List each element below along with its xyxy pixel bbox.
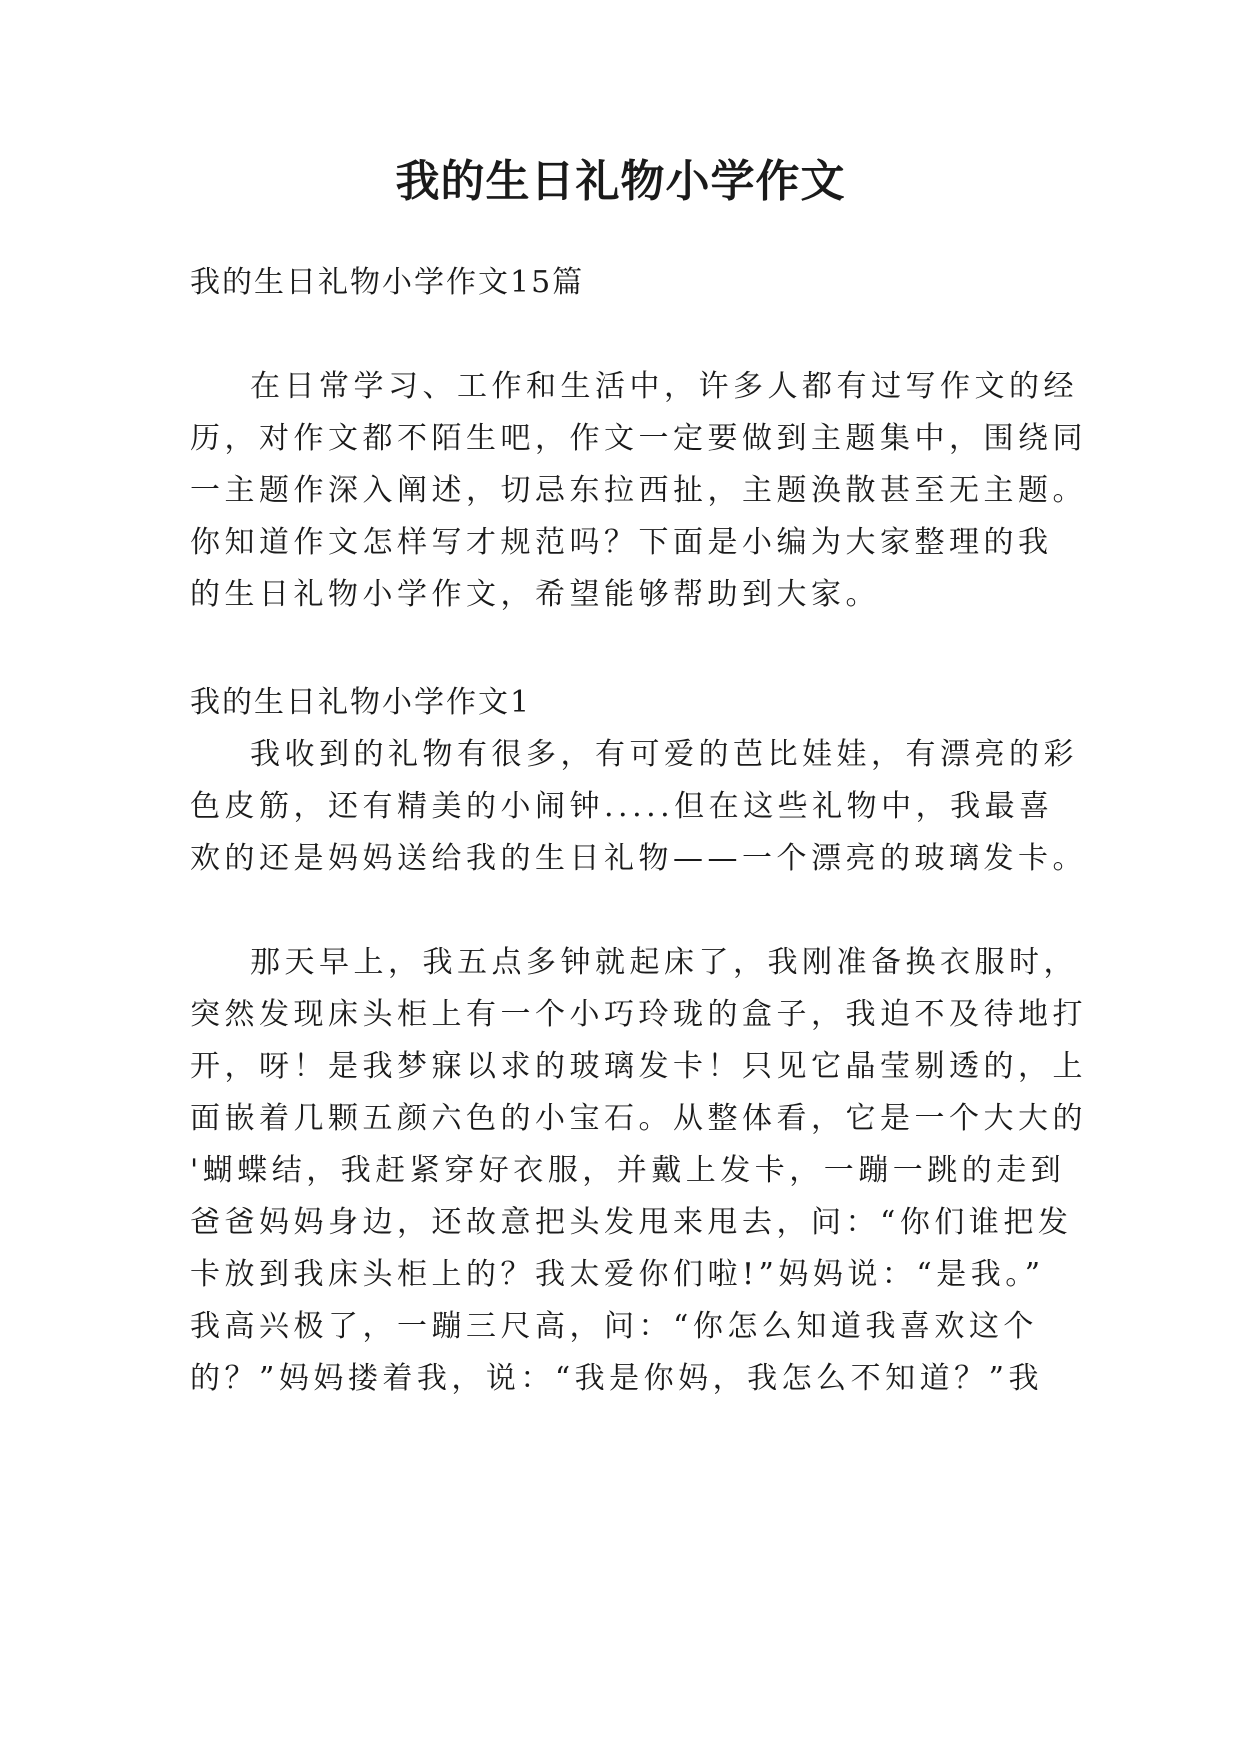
paragraph-line: 我高兴极了，一蹦三尺高，问：“你怎么知道我喜欢这个 <box>190 1309 1038 1344</box>
intro-line: 在日常学习、工作和生活中，许多人都有过写作文的经 <box>250 369 1078 404</box>
intro-line: 一主题作深入阐述，切忌东拉西扯，主题涣散甚至无主题。 <box>190 473 1087 508</box>
document-title: 我的生日礼物小学作文 <box>395 156 846 207</box>
paragraph-line: '蝴蝶结，我赶紧穿好衣服，并戴上发卡，一蹦一跳的走到 <box>190 1153 1066 1188</box>
paragraph-line: 爸爸妈妈身边，还故意把头发甩来甩去，问：“你们谁把发 <box>190 1205 1073 1240</box>
paragraph-line: 的？”妈妈搂着我，说：“我是你妈，我怎么不知道？”我 <box>190 1361 1044 1396</box>
intro-line: 历，对作文都不陌生吧，作文一定要做到主题集中，围绕同 <box>190 421 1087 456</box>
paragraph-line: 开，呀！是我梦寐以求的玻璃发卡！只见它晶莹剔透的，上 <box>190 1049 1087 1084</box>
paragraph-line: 色皮筋，还有精美的小闹钟.....但在这些礼物中，我最喜 <box>190 789 1054 824</box>
paragraph-line: 我收到的礼物有很多，有可爱的芭比娃娃，有漂亮的彩 <box>250 737 1078 772</box>
paragraph-line: 卡放到我床头柜上的？我太爱你们啦!”妈妈说：“是我。” <box>190 1257 1045 1292</box>
section-heading: 我的生日礼物小学作文1 <box>190 685 532 720</box>
document-subtitle: 我的生日礼物小学作文15篇 <box>190 265 585 300</box>
paragraph-line: 欢的还是妈妈送给我的生日礼物——一个漂亮的玻璃发卡。 <box>190 841 1087 876</box>
paragraph-line: 那天早上，我五点多钟就起床了，我刚准备换衣服时， <box>250 945 1078 980</box>
paragraph-line: 面嵌着几颗五颜六色的小宝石。从整体看，它是一个大大的 <box>190 1101 1087 1136</box>
intro-line: 的生日礼物小学作文，希望能够帮助到大家。 <box>190 577 880 612</box>
intro-line: 你知道作文怎样写才规范吗？下面是小编为大家整理的我 <box>190 525 1053 560</box>
paragraph-line: 突然发现床头柜上有一个小巧玲珑的盒子，我迫不及待地打 <box>190 997 1087 1032</box>
